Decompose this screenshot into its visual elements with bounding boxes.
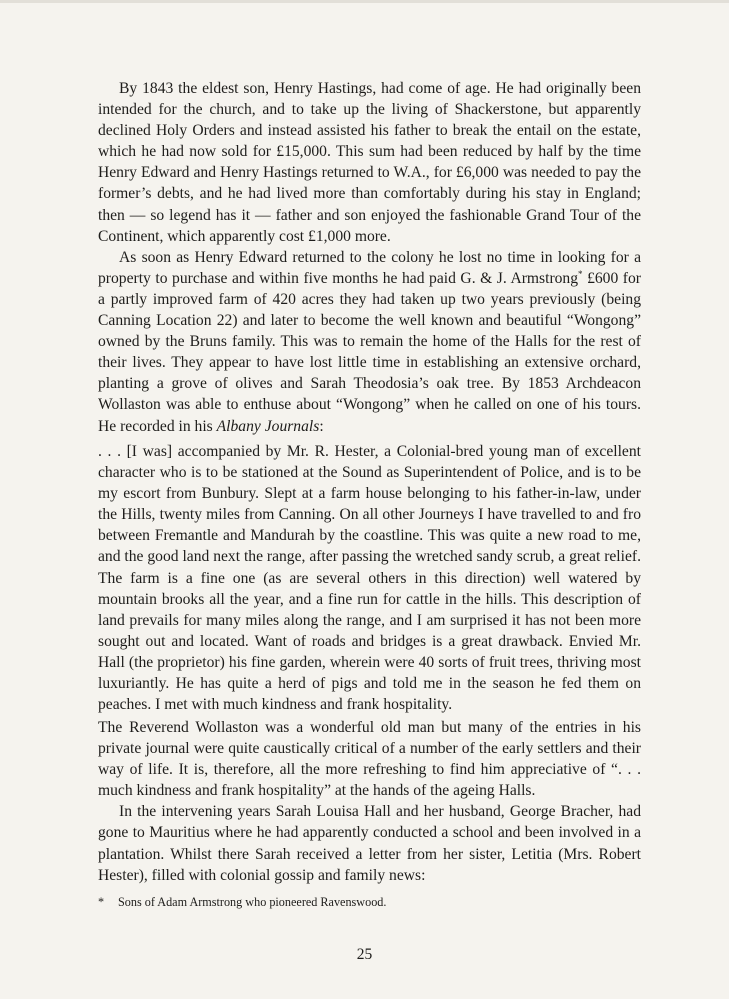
footnote [98, 894, 641, 910]
paragraph-text: £600 for a partly improved farm of 420 acres they had taken up two years previously (being Canning Location 22) and later to become the well known and beautiful “Wongong” owned by the Bruns family. This was to remain the home of the Halls for the rest of their lives. They appear to have lost little time in establishing an extensive orchard, planting a grove of olives and Sarah Theodosia’s oak tree. By 1853 Archdeacon Wollaston was able to enthuse about “Wongong” when he called on one of his tours. He recorded in his [98, 269, 641, 435]
footnote-reference: * [578, 268, 583, 279]
paragraph-text: : [319, 417, 324, 435]
paragraph: The Reverend Wollaston was a wonderful old man but many of the entries in his private journal were quite caustically critical of a number of the early settlers and their way of life. It is, therefore, all the more refreshing to find him appreciative of “. . . much kindness and frank hospitality” at the hands of the ageing Halls. [98, 719, 641, 800]
footnote-text: Sons of Adam Armstrong who pioneered Ravenswood. [118, 895, 387, 909]
paragraph: In the intervening years Sarah Louisa Hall and her husband, George Bracher, had gone to Mauritius where he had apparently conducted a school and been involved in a plantation. Whilst there Sarah received a letter from her sister, Letitia (Mrs. Robert Hester), filled with colonial gossip and family news: [98, 803, 641, 884]
quotation-text: . . . [I was] accompanied by Mr. R. Hester, a Colonial-bred young man of excellent character who is to be stationed at the Sound as Superintendent of Police, and is to be my escort from Bunbury. Slept at a farm house belonging to his father-in-law, under the Hills, twenty miles from Canning. On all other Journeys I have travelled to and fro between Fremantle and Mandurah by the coastline. This was quite a new road to me, and the good land next the range, after passing the wretched sandy scrub, a great relief. The farm is a fine one (as are several others in this direction) well watered by mountain brooks all the year, and a fine run for cattle in the hills. This description of land prevails for many miles along the range, and I am surprised it has not been more sought out and located. Want of roads and bridges is a great drawback. Envied Mr. Hall (the proprietor) his fine garden, wherein were 40 sorts of fruit trees, thriving most luxuriantly. He has quite a herd of pigs and told me in the season he fed them on peaches. I met with much kindness and frank hospitality. [98, 443, 641, 714]
page-number: 25 [356, 946, 373, 963]
paragraph [98, 247, 641, 437]
footnote-marker: * [98, 895, 105, 909]
journal-title: Albany Journals [216, 417, 320, 435]
block-quotation [98, 441, 641, 715]
paragraph-text: As soon as Henry Edward returned to the colony he lost no time in looking for a property to purchase and within five months he had paid G. & J. Armstrong [98, 248, 641, 287]
main-text [98, 78, 641, 437]
paragraph: By 1843 the eldest son, Henry Hastings, had come of age. He had originally been intended for the church, and to take up the living of Shackerstone, but apparently declined Holy Orders and instead assisted his father to break the entail on the estate, which he had now sold for £15,000. This sum had been reduced by half by the time Henry Edward and Henry Hastings returned to W.A., for £6,000 was needed to pay the former’s debts, and he had lived more than comfortably during his stay in England; then — so legend has it — father and son enjoyed the fashionable Grand Tour of the Continent, which apparently cost £1,000 more. [98, 80, 641, 245]
main-text-continued [98, 717, 641, 886]
